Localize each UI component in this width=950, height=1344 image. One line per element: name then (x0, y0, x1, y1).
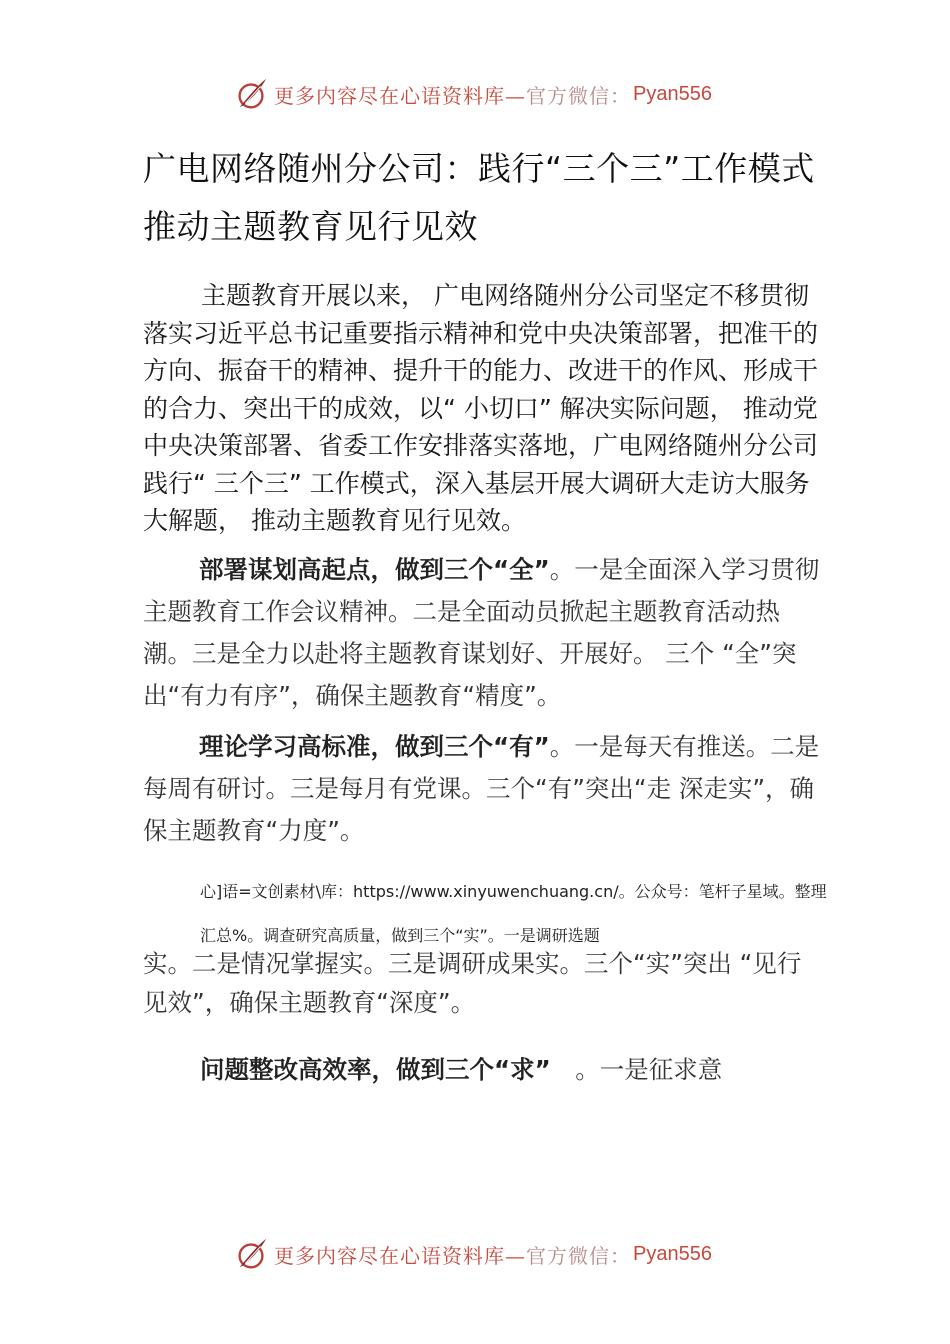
section-rectification (200, 1050, 840, 1090)
wechat-id: Pyan556 (633, 82, 712, 105)
feather-quill-logo-icon (232, 75, 270, 113)
section-heading: 问题整改高效率，做到三个“求” (200, 1055, 551, 1084)
banner-text: 更多内容尽在心语资料库—官方微信： (274, 1243, 631, 1268)
source-note: 心]语=文创素材\库：https://www.xinyuwenchuang.cn/。公众号：笔杆子星域。整理汇总%。调查研究高质量，做到三个“实”。一是调研选题 (200, 882, 827, 945)
feather-quill-logo-icon (232, 1235, 270, 1273)
header-banner (0, 72, 950, 116)
section-body: 。一是每天有推送。二是每周有研讨。三是每月有党课。三个“有”突出“走 深走实”，确保主题教育“力度”。 (143, 732, 820, 845)
section-heading: 理论学习高标准，做到三个“有” (199, 732, 550, 761)
section-heading: 部署谋划高起点，做到三个“全” (199, 555, 550, 584)
footer-banner (0, 1232, 950, 1276)
page-title: 广电网络随州分公司：践行“三个三”工作模式 推动主题教育见行见效 (143, 149, 815, 246)
intro-paragraph: 主题教育开展以来， 广电网络随州分公司坚定不移贯彻落实习近平总书记重要指示精神和党中央决策部署，把准干的方向、振奋干的精神、提升干的能力、改进干的作风、形成干的合力、突出干的成效，以“ 小切口” 解决实际问题， 推动党中央决策部署、省委工作安排落实落地，广电网络随州分公司践行“ 三个三” 工作模式，深入基层开展大调研大走访大服务大解题， 推动主题教育见行见效。 (143, 281, 819, 535)
section-body: 。一是征求意 (550, 1055, 723, 1084)
section-theory-study (143, 726, 823, 852)
banner-text: 更多内容尽在心语资料库—官方微信： (274, 83, 631, 108)
wechat-id: Pyan556 (633, 1242, 712, 1265)
section-research-body: 实。二是情况掌握实。三是调研成果实。三个“实”突出 “见行见效”，确保主题教育“深度”。 (143, 949, 802, 1017)
section-body: 。一是全面深入学习贯彻主题教育工作会议精神。二是全面动员掀起主题教育活动热潮。三是全力以赴将主题教育谋划好、开展好。 三个 “全”突出“有力有序”，确保主题教育“精度”。 (143, 555, 820, 710)
section-deployment (143, 549, 823, 717)
